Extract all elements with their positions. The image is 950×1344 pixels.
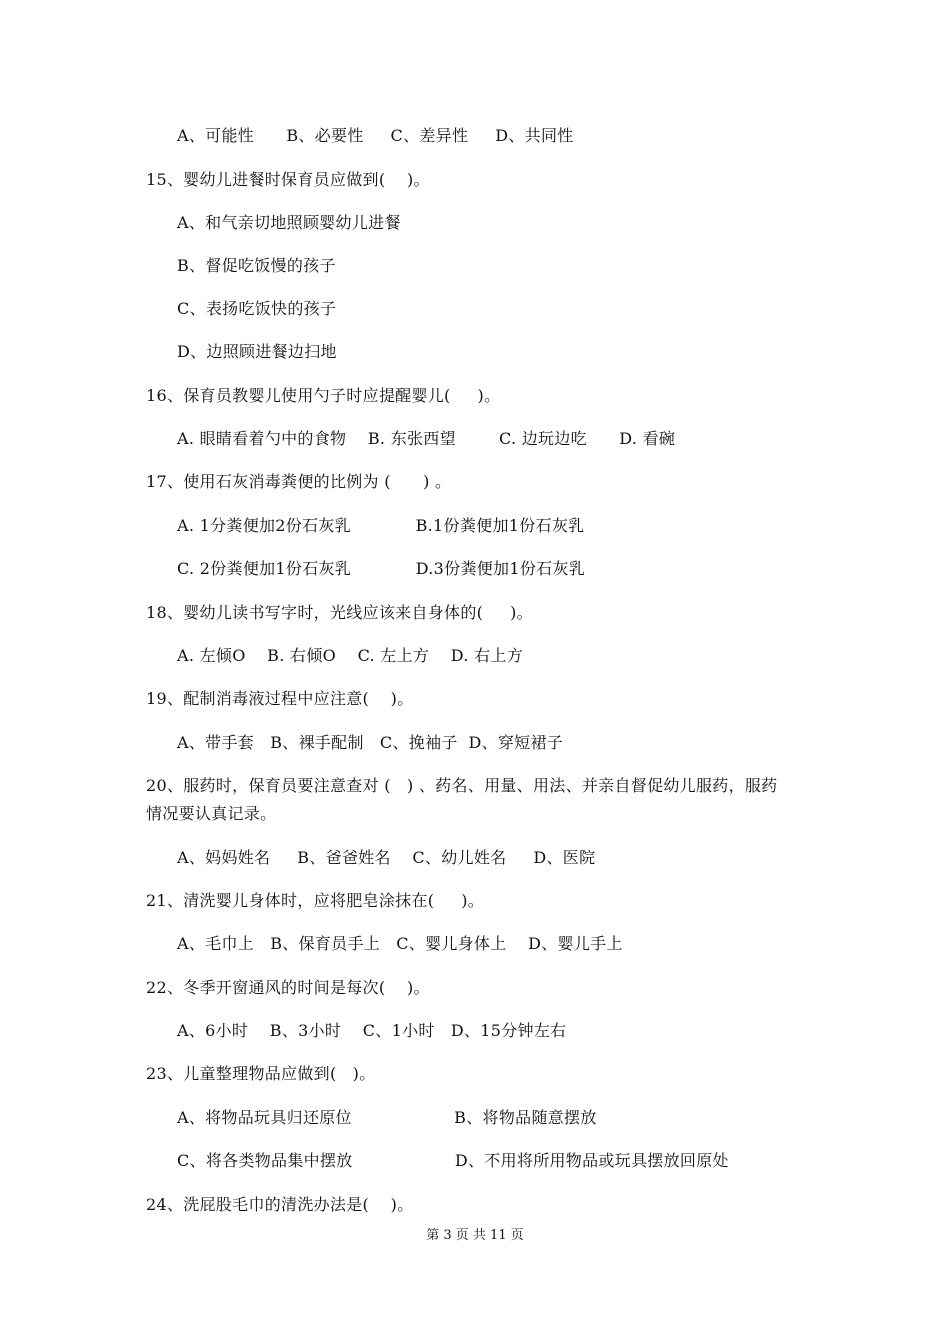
question-text: 16、保育员教婴儿使用勺子时应提醒婴儿( )。 xyxy=(146,386,501,405)
question-text: 15、婴幼儿进餐时保育员应做到( )。 xyxy=(146,170,430,189)
question-text: 24、洗屁股毛巾的清洗办法是( )。 xyxy=(146,1195,414,1214)
answer-options: C、表扬吃饭快的孩子 xyxy=(177,299,337,318)
question-text: 20、服药时，保育员要注意查对 ( ) 、药名、用量、用法、并亲自督促幼儿服药，服药 xyxy=(146,776,778,795)
answer-options: A. 1分粪便加2份石灰乳 B.1份粪便加1份石灰乳 xyxy=(177,516,585,535)
answer-options: A、将物品玩具归还原位 B、将物品随意摆放 xyxy=(177,1108,597,1127)
question-text: 17、使用石灰消毒粪便的比例为 ( ) 。 xyxy=(146,472,452,491)
answer-options: A、带手套 B、裸手配制 C、挽袖子 D、穿短裙子 xyxy=(177,733,564,752)
answer-options: D、边照顾进餐边扫地 xyxy=(177,342,337,361)
answer-options: A. 眼睛看着勺中的食物 B. 东张西望 C. 边玩边吃 D. 看碗 xyxy=(177,429,676,448)
answer-options: C. 2份粪便加1份石灰乳 D.3份粪便加1份石灰乳 xyxy=(177,559,586,578)
page-footer: 第 3 页 共 11 页 xyxy=(426,1228,524,1243)
answer-options: A、妈妈姓名 B、爸爸姓名 C、幼儿姓名 D、医院 xyxy=(177,848,596,867)
question-text: 23、儿童整理物品应做到( )。 xyxy=(146,1064,376,1083)
answer-options: A、和气亲切地照顾婴幼儿进餐 xyxy=(177,213,401,232)
answer-options: A. 左倾O B. 右倾O C. 左上方 D. 右上方 xyxy=(177,646,523,665)
question-text: 情况要认真记录。 xyxy=(146,804,277,823)
answer-options: A、毛巾上 B、保育员手上 C、婴儿身体上 D、婴儿手上 xyxy=(177,934,623,953)
question-text: 19、配制消毒液过程中应注意( )。 xyxy=(146,689,414,708)
question-text: 21、清洗婴儿身体时，应将肥皂涂抹在( )。 xyxy=(146,891,485,910)
question-text: 18、婴幼儿读书写字时，光线应该来自身体的( )。 xyxy=(146,603,533,622)
answer-options: C、将各类物品集中摆放 D、不用将所用物品或玩具摆放回原处 xyxy=(177,1151,729,1170)
answer-options: A、6小时 B、3小时 C、1小时 D、15分钟左右 xyxy=(177,1021,567,1040)
answer-options: B、督促吃饭慢的孩子 xyxy=(177,256,336,275)
question-text: 22、冬季开窗通风的时间是每次( )。 xyxy=(146,978,430,997)
answer-options: A、可能性 B、必要性 C、差异性 D、共同性 xyxy=(177,126,574,145)
